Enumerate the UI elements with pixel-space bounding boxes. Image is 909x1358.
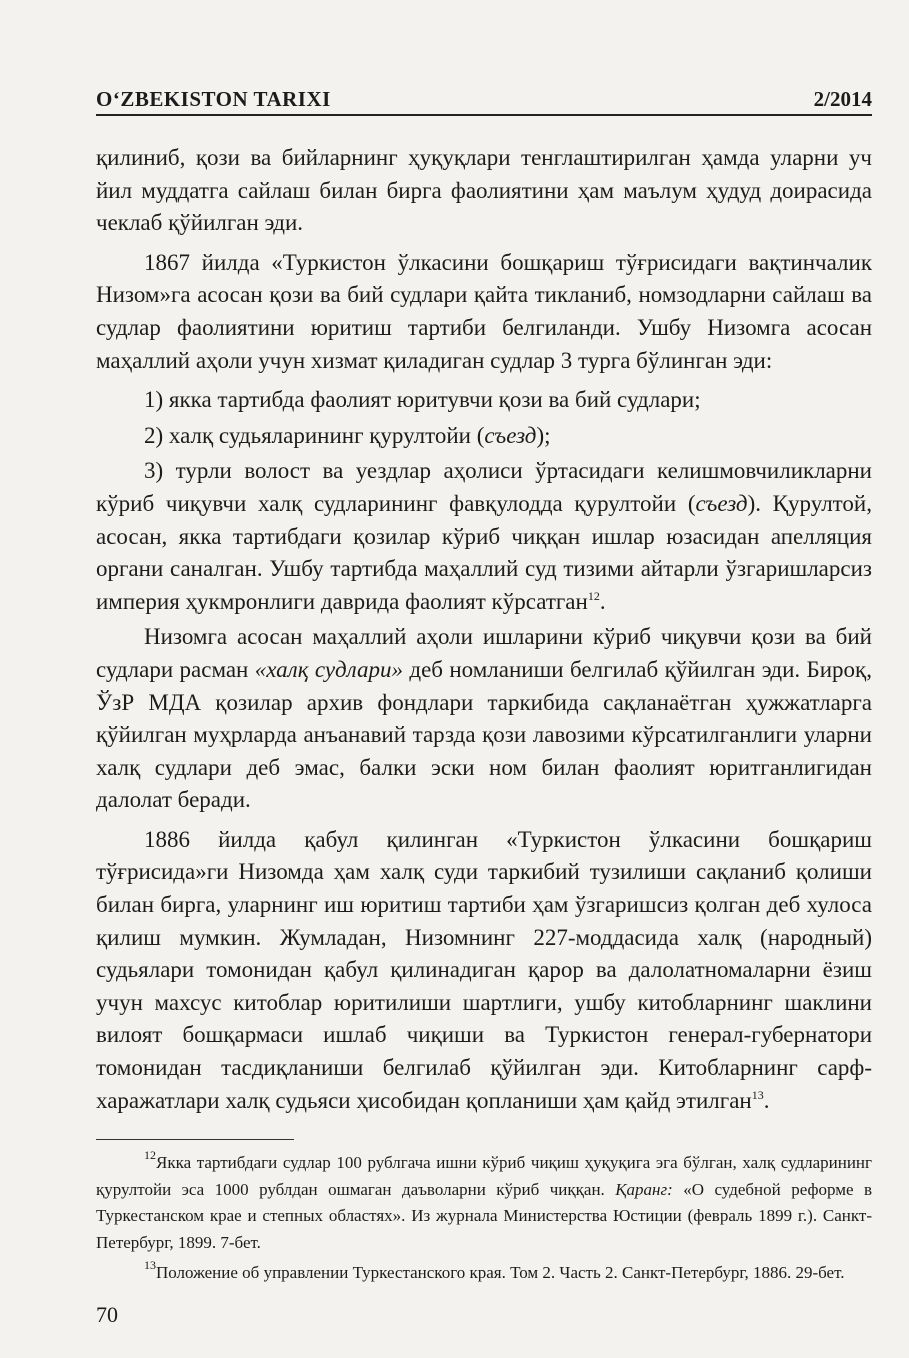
footnote-ref[interactable]: 12 — [587, 588, 600, 603]
page-number: 70 — [96, 1302, 118, 1327]
issue-number: 2/2014 — [813, 87, 872, 111]
footnote-13: $^{13}$Положение об управлении Туркестанского края. Том 2. Часть 2. Санкт-Петербург, 1886. 29-бет. — [144, 1258, 845, 1283]
running-header — [96, 78, 872, 116]
paragraph: Низомга асосан маҳаллий аҳоли ишларини кўриб чиқувчи қози ва бий судлари расман «халқ судлари» деб номланиши белгилаб қўйилган эди. Бироқ, ЎзР МДА қозилар архив фондлари таркибида сақланаётган ҳужжатларга қўйилган муҳрларда анъанавий тарзда қози лавозими кўрсатилганлиги уларни халқ судлари деб эмас, балки эски ном билан фаолият юритганлигидан далолат беради. — [96, 624, 872, 813]
article-body — [96, 142, 872, 1117]
paragraph: 1886 йилда қабул қилинган «Туркистон ўлкасини бошқариш тўғрисида»ги Низомда ҳам халқ суди таркибий тузилиши сақланиб қолиши билан бирга, уларнинг иш юритиш тартиби ҳам ўзгаришсиз қолган деб хулоса қилиш мумкин. Жумладан, Низомнинг 227-моддасида халқ (народный) судьялари томонидан қабул қилинадиган қарор ва далолатномаларни ёзиш учун махсус китоблар юритилиши шартлиги, ушбу китобларнинг шаклини вилоят бошқармаси ишлаб чиқиши ва Туркистон генерал-губернатори томонидан тасдиқланиши белгилаб қўйилган эди. Китобларнинг сарф-харажатлари халқ судьяси ҳисобидан қопланиши ҳам қайд этилган$^{13}$. — [96, 826, 872, 1113]
list-item: 3) турли волост ва уездлар аҳолиси ўртасидаги келишмовчиликларни кўриб чиқувчи халқ судларининг фавқулодда қурултойи (съезд). Қурултой, асосан, якка тартибдаги қозилар кўриб чиққан ишлар юзасидан апелляция органи саналган. Ушбу тартибда маҳаллий суд тизими айтарли ўзгаришларсиз империя ҳукмронлиги даврида фаолият кўрсатган$^{12}$. — [96, 458, 872, 614]
list-item: 1) якка тартибда фаолият юритувчи қози ва бий судлари; — [144, 387, 701, 413]
journal-page — [96, 78, 872, 1291]
footnote-12: $^{12}$Якка тартибдаги судлар 100 рублгача ишни кўриб чиқиш ҳуқуқига эга бўлган, халқ судларининг қурултойи эса 1000 рублдан ошмаган даъволарни кўриб чиққан. Қаранг: «О судебной реформе в Туркестанском крае и степных областях». Из журнала Министерства Юстиции (февраль 1899 г.). Санкт-Петербург, 1899. 7-бет. — [96, 1148, 872, 1252]
footnote-divider — [96, 1139, 294, 1140]
footnote-ref[interactable]: 13 — [751, 1087, 764, 1102]
paragraph: қилиниб, қози ва бийларнинг ҳуқуқлари тенглаштирилган ҳамда уларни уч йил муддатга сайлаш билан бирга фаолиятини ҳам маълум ҳудуд доирасида чеклаб қўйилган эди. — [96, 145, 872, 236]
list-item: 2) халқ судьяларининг қурултойи (съезд); — [144, 422, 551, 448]
footnotes — [96, 1150, 872, 1287]
paragraph: 1867 йилда «Туркистон ўлкасини бошқариш тўғрисидаги вақтинчалик Низом»га асосан қози ва бий судлари қайта тикланиб, номзодларни сайлаш ва судлар фаолиятини юритиш тартиби белгиланди. Ушбу Низомга асосан маҳаллий аҳоли учун хизмат қиладиган судлар 3 турга бўлинган эди: — [96, 249, 872, 373]
journal-title: O‘ZBEKISTON TARIXI — [96, 87, 331, 111]
